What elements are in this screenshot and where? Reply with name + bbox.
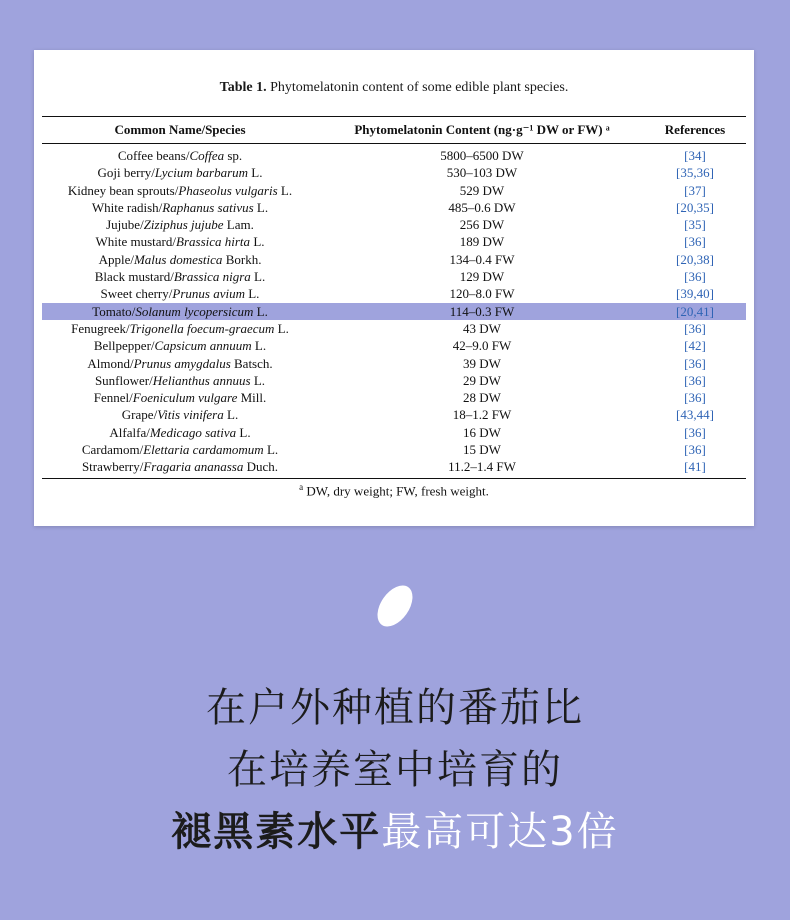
species-name: Brassica hirta: [176, 234, 251, 250]
headline-bold: 褪黑素水平: [171, 809, 382, 855]
species-authority: Mill.: [240, 390, 267, 406]
cell-content: 120–8.0 FW: [449, 286, 515, 302]
cell-name: Strawberry/Fragaria ananassa Duch.: [81, 459, 279, 475]
species-authority: L.: [266, 442, 279, 458]
species-name: Raphanus sativus: [162, 199, 254, 215]
table-row: [42, 458, 746, 475]
table-row: [42, 164, 746, 181]
headline-line-3: [0, 808, 790, 856]
cell-content: 485–0.6 DW: [448, 199, 516, 215]
cell-content: 256 DW: [459, 217, 505, 233]
species-name: Phaseolus vulgaris: [178, 182, 278, 198]
header-content: Phytomelatonin Content (ng·g⁻¹ DW or FW) ᵃ: [354, 122, 610, 137]
cell-content: 129 DW: [459, 269, 505, 285]
reference-link[interactable]: [42]: [684, 338, 706, 354]
table-card: [34, 50, 754, 526]
common-name: Sweet cherry: [100, 286, 169, 302]
cell-name: Jujube/Ziziphus jujube Lam.: [106, 217, 254, 233]
table-header: [34, 122, 754, 142]
species-name: Foeniculum vulgare: [132, 390, 238, 406]
table-header-rule: [42, 143, 746, 144]
cell-content: 529 DW: [459, 182, 505, 198]
cell-name: White mustard/Brassica hirta L.: [95, 234, 265, 250]
common-name: Strawberry: [81, 459, 140, 475]
table-row: [42, 424, 746, 441]
table-row: [42, 441, 746, 458]
common-name: Bellpepper: [93, 338, 151, 354]
reference-link[interactable]: [20,38]: [676, 251, 714, 267]
cell-name: Kidney bean sprouts/Phaseolus vulgaris L.: [67, 182, 293, 198]
reference-link[interactable]: [37]: [684, 182, 706, 198]
species-authority: L.: [254, 269, 266, 285]
species-authority: L.: [253, 372, 266, 388]
species-authority: Lam.: [226, 217, 254, 233]
cell-content: 15 DW: [463, 442, 501, 458]
headline-line-1: 在户外种植的番茄比: [206, 685, 584, 731]
table-row: [42, 406, 746, 423]
table-row: [42, 285, 746, 302]
table-row: [42, 216, 746, 233]
species-authority: sp.: [227, 148, 243, 163]
common-name: Jujube: [106, 217, 141, 233]
species-authority: L.: [253, 234, 265, 250]
reference-link[interactable]: [36]: [684, 424, 706, 440]
species-authority: L.: [251, 165, 263, 181]
cell-name: Sweet cherry/Prunus avium L.: [100, 286, 260, 302]
cell-name: Black mustard/Brassica nigra L.: [94, 269, 266, 285]
cell-content: 18–1.2 FW: [452, 407, 512, 423]
header-name: Common Name/Species: [114, 122, 246, 137]
species-name: Ziziphus jujube: [143, 217, 224, 233]
cell-content: 530–103 DW: [446, 165, 518, 181]
cell-name: Bellpepper/Capsicum annuum L.: [93, 338, 267, 354]
species-name: Medicago sativa: [149, 424, 237, 440]
cell-content: 134–0.4 FW: [449, 251, 515, 267]
reference-link[interactable]: [35,36]: [676, 165, 714, 181]
common-name: White radish: [91, 199, 159, 215]
common-name: Goji berry: [97, 165, 152, 181]
species-authority: L.: [280, 182, 293, 198]
reference-link[interactable]: [35]: [684, 217, 706, 233]
common-name: Fenugreek: [71, 320, 126, 336]
common-name: Grape: [121, 407, 154, 423]
cell-content: 11.2–1.4 FW: [448, 459, 516, 475]
reference-link[interactable]: [34]: [684, 148, 706, 163]
species-name: Lycium barbarum: [154, 165, 249, 181]
cell-content: 29 DW: [463, 372, 501, 388]
headline-accent: 最高可达3倍: [381, 809, 619, 855]
cell-name: Fenugreek/Trigonella foecum-graecum L.: [71, 320, 289, 336]
cell-name: Grape/Vitis vinifera L.: [121, 407, 239, 423]
cell-content: 114–0.3 FW: [449, 303, 515, 319]
species-authority: Duch.: [246, 459, 279, 475]
reference-link[interactable]: [39,40]: [676, 286, 714, 302]
reference-link[interactable]: [36]: [684, 442, 706, 458]
species-name: Brassica nigra: [173, 269, 251, 285]
cell-name: White radish/Raphanus sativus L.: [91, 199, 269, 215]
table-row: [42, 355, 746, 372]
cell-name: Alfalfa/Medicago sativa L.: [109, 424, 251, 440]
species-name: Trigonella foecum-graecum: [129, 320, 275, 336]
cell-content: 39 DW: [463, 355, 501, 371]
cell-name: Sunflower/Helianthus annuus L.: [94, 372, 266, 388]
header-refs: References: [664, 122, 726, 137]
common-name: Almond: [87, 355, 130, 371]
species-authority: Batsch.: [234, 355, 273, 371]
table-row: [42, 233, 746, 250]
species-name: Vitis vinifera: [157, 407, 224, 423]
reference-link[interactable]: [41]: [684, 459, 706, 475]
table-row: [42, 337, 746, 354]
species-name: Prunus amygdalus: [133, 355, 231, 371]
cell-content: 43 DW: [463, 320, 501, 336]
common-name: Apple: [98, 251, 131, 267]
cell-content: 16 DW: [463, 424, 501, 440]
species-name: Capsicum annuum: [154, 338, 252, 354]
reference-link[interactable]: [36]: [684, 269, 706, 285]
species-authority: L.: [256, 199, 269, 215]
species-authority: L.: [277, 320, 289, 336]
table-row: [42, 268, 746, 285]
common-name: Black mustard: [94, 269, 171, 285]
common-name: Tomato: [92, 303, 132, 319]
table-row: [42, 251, 746, 268]
common-name: Fennel: [93, 390, 130, 406]
species-authority: L.: [256, 303, 268, 319]
species-authority: L.: [254, 338, 267, 354]
table-row: [42, 320, 746, 337]
species-authority: Borkh.: [225, 251, 262, 267]
cell-name: Goji berry/Lycium barbarum L.: [97, 165, 263, 181]
common-name: Coffee beans: [117, 148, 186, 163]
table-row: [42, 372, 746, 389]
species-authority: L.: [248, 286, 260, 302]
species-name: Helianthus annuus: [152, 372, 251, 388]
table-top-rule: [42, 116, 746, 117]
reference-link[interactable]: [20,35]: [676, 199, 714, 215]
cell-content: 42–9.0 FW: [452, 338, 512, 354]
reference-link[interactable]: [36]: [684, 390, 706, 406]
species-name: Prunus avium: [172, 286, 245, 302]
common-name: Cardamom: [81, 442, 140, 458]
table-bottom-rule: [42, 478, 746, 479]
reference-link[interactable]: [20,41]: [676, 303, 714, 319]
common-name: Sunflower: [94, 372, 150, 388]
cell-name: Tomato/Solanum lycopersicum L.: [92, 303, 268, 319]
common-name: Kidney bean sprouts: [67, 182, 175, 198]
species-name: Coffea: [189, 148, 225, 163]
cell-name: Apple/Malus domestica Borkh.: [98, 251, 262, 267]
reference-link[interactable]: [36]: [684, 372, 706, 388]
reference-link[interactable]: [36]: [684, 320, 706, 336]
cell-content: 28 DW: [463, 390, 501, 406]
table-row: [42, 147, 746, 164]
table-row: [42, 303, 746, 320]
reference-link[interactable]: [36]: [684, 355, 706, 371]
cell-content: 5800–6500 DW: [440, 148, 524, 163]
species-authority: L.: [227, 407, 239, 423]
reference-link[interactable]: [43,44]: [676, 407, 714, 423]
table-row: [42, 389, 746, 406]
table-caption-label: Table 1.: [219, 80, 267, 95]
species-authority: L.: [239, 424, 251, 440]
table-row: [42, 199, 746, 216]
common-name: White mustard: [95, 234, 173, 250]
species-name: Elettaria cardamomum: [143, 442, 264, 458]
species-name: Fragaria ananassa: [143, 459, 244, 475]
cell-name: Fennel/Foeniculum vulgare Mill.: [93, 390, 267, 406]
cell-name: Coffee beans/Coffea sp.: [117, 148, 243, 163]
cell-name: Almond/Prunus amygdalus Batsch.: [87, 355, 273, 371]
table-footnote: [34, 482, 754, 499]
table-caption-text: Phytomelatonin content of some edible plant species.: [270, 80, 569, 95]
species-name: Malus domestica: [133, 251, 223, 267]
footnote-text: DW, dry weight; FW, fresh weight.: [306, 483, 489, 499]
cell-content: 189 DW: [459, 234, 505, 250]
headline-line-2: 在培养室中培育的: [227, 747, 563, 793]
table-caption: [34, 80, 754, 96]
table-row: [42, 182, 746, 199]
common-name: Alfalfa: [109, 424, 147, 440]
table-body: [42, 147, 746, 476]
footnote-mark: a: [299, 482, 304, 492]
species-name: Solanum lycopersicum: [135, 303, 254, 319]
reference-link[interactable]: [36]: [684, 234, 706, 250]
cell-name: Cardamom/Elettaria cardamomum L.: [81, 442, 279, 458]
capsule-icon: [370, 579, 419, 633]
